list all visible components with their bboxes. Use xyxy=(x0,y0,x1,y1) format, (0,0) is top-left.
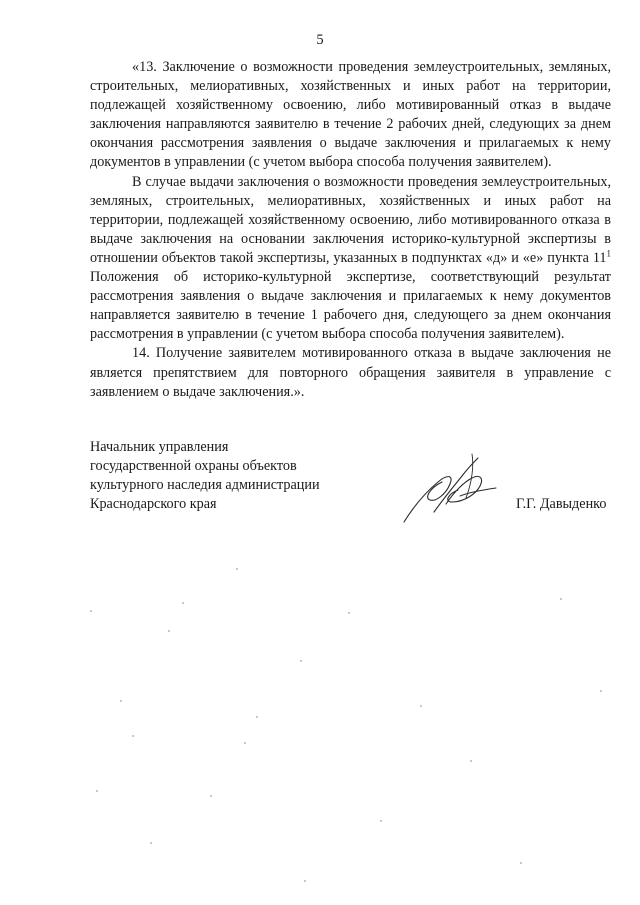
document-body xyxy=(90,58,611,402)
position-line: Краснодарского края xyxy=(90,496,217,513)
page-number: 5 xyxy=(316,32,324,48)
signature-stroke xyxy=(434,458,478,512)
paragraph-13-continued xyxy=(90,173,611,345)
handwritten-signature xyxy=(400,452,510,524)
paragraph-13-text: «13. Заключение о возможности проведения землеустроительных, земляных, строительных, мелиоративных, хозяйственных и иных работ на территории, подлежащей хозяйственному освоению, либо мотивированный отказ в выдаче заключения направляются заявителю в течение 2 рабочих дней, следующих за днем окончания рассмотрения заявления о выдаче заключения и прилагаемых к нему документов в управлении (с учетом выбора способа получения заявителем). xyxy=(90,59,611,171)
scan-speck xyxy=(132,735,134,737)
paragraph-14-text: 14. Получение заявителем мотивированного отказа в выдаче заключения не является препятствием для повторного обращения заявителя в управление с заявлением о выдаче заключения.». xyxy=(90,345,611,400)
scan-speck xyxy=(470,760,472,762)
scan-speck xyxy=(420,705,422,707)
scan-speck xyxy=(90,610,92,612)
scan-speck xyxy=(120,700,122,702)
signature-stroke xyxy=(466,454,473,498)
scan-speck xyxy=(520,862,522,864)
scan-speck xyxy=(304,880,306,882)
position-line: государственной охраны объектов xyxy=(90,458,297,475)
scan-speck xyxy=(600,690,602,692)
position-line: Начальник управления xyxy=(90,439,229,455)
scan-speck xyxy=(256,716,258,718)
scan-speck xyxy=(348,612,350,614)
scan-speck xyxy=(380,820,382,822)
scan-speck xyxy=(168,630,170,632)
scan-speck xyxy=(182,602,184,604)
footnote-superscript: 1 xyxy=(606,248,611,259)
paragraph-13-continued-text: В случае выдачи заключения о возможности проведения землеустроительных, земляных, строительных, мелиоративных, хозяйственных и иных работ на территории, подлежащей хозяйственному освоению, либо мотивированного отказа в выдаче заключения на основании заключения историко-культурной экспертизы в отношении объектов такой экспертизы, указанных в подпунктах «д» и «е» пункта 11 xyxy=(90,173,611,266)
paragraph-14 xyxy=(90,344,611,401)
scan-speck xyxy=(244,742,246,744)
scan-speck xyxy=(150,842,152,844)
signatory-position xyxy=(90,438,390,514)
scan-speck xyxy=(560,598,562,600)
position-line: культурного наследия администрации xyxy=(90,477,320,494)
signer-name: Г.Г. Давыденко xyxy=(516,496,607,512)
paragraph-13 xyxy=(90,58,611,173)
scan-speck xyxy=(210,795,212,797)
paragraph-13-continued-tail: Положения об историко-культурной экспертизе, соответствующий результат рассмотрения заявления о выдаче заключения и прилагаемых к нему документов направляется заявителю в течение 1 рабочего дня, следующего за днем окончания рассмотрения в управлении (с учетом выбора способа получения заявителем). xyxy=(90,269,611,343)
scan-speck xyxy=(300,660,302,662)
signature-strokes xyxy=(404,454,496,522)
scan-speck xyxy=(96,790,98,792)
scan-speck xyxy=(236,568,238,570)
